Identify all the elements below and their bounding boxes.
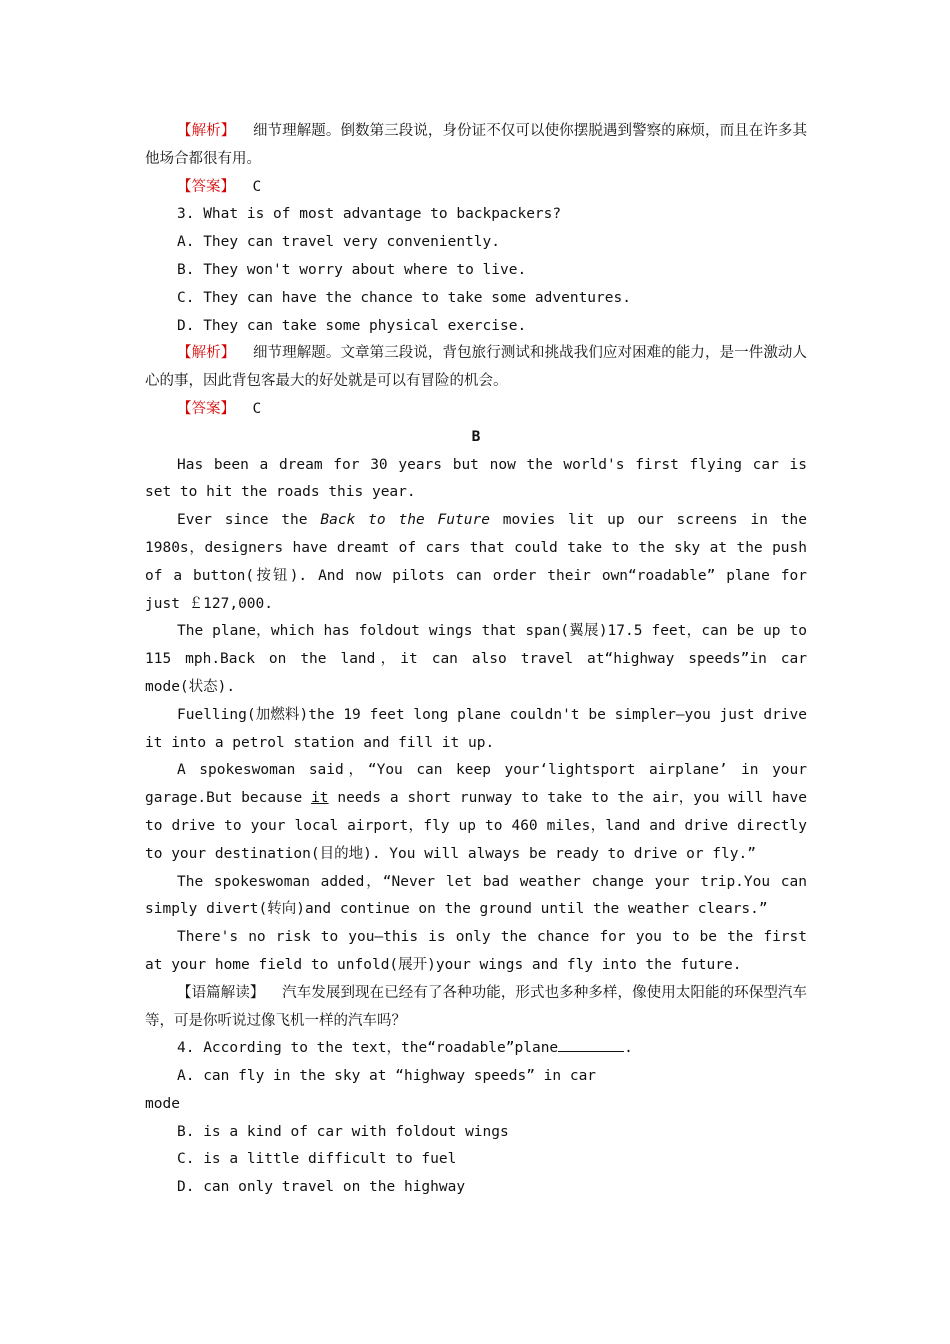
q4-option-a: A. can fly in the sky at “highway speeds” in car mode: [145, 1068, 597, 1112]
q3-option-c: C. They can have the chance to take some adventures.: [177, 289, 631, 306]
q3-option-b: B. They won't worry about where to live.: [177, 261, 527, 278]
passage-paragraph: The spokeswoman added，“Never let bad weather change your trip.You can simply divert(转向)and continue on the ground until the weather clears.”: [145, 873, 807, 918]
q4-option-d: D. can only travel on the highway: [177, 1179, 466, 1196]
analysis-tag: 【解析】: [177, 345, 236, 362]
passage-paragraph: Fuelling(加燃料)the 19 feet long plane couldn't be simpler—you just drive it into a petrol station and fill it up.: [145, 706, 807, 751]
answer-tag: 【答案】: [177, 178, 235, 195]
text-span: needs a short runway to take to the air，you will have to drive to your local airport，fly up to 460 miles，land and drive directly to your destination(目的地). You will always be ready to drive or fly.”: [145, 790, 807, 862]
answer-value: C: [252, 400, 262, 417]
document-body: [145, 118, 807, 1202]
passage-paragraph: [145, 507, 807, 618]
q4-option-c: C. is a little difficult to fuel: [177, 1151, 457, 1168]
passage-heading: B: [471, 428, 481, 445]
passage-paragraph: [145, 757, 807, 868]
reading-text: 汽车发展到现在已经有了各种功能，形式也多种多样，像使用太阳能的环保型汽车等，可是你听说过像飞机一样的汽车吗？: [145, 984, 807, 1029]
analysis-tag: 【解析】: [177, 123, 236, 139]
answer-value: C: [252, 178, 262, 195]
passage-paragraph: The plane，which has foldout wings that span(翼展)17.5 feet，can be up to 115 mph.Back on the land，it can also travel at“highway speeds”in car mode(状态).: [145, 623, 807, 695]
text-span: movies lit up our screens in the 1980s，designers have dreamt of cars that could take to the sky at the push of a button(按钮). And now pilots can order their own“roadable” plane for just ￡127,000.: [145, 512, 807, 612]
text-span: A spokeswoman said，“You can keep your‘lightsport airplane’ in your garage.But because: [145, 762, 807, 807]
text-span: Ever since the: [177, 512, 321, 529]
reading-tag: 【语篇解读】: [177, 984, 265, 1001]
analysis-text: 细节理解题。文章第三段说，背包旅行测试和挑战我们应对困难的能力，是一件激动人心的事，因此背包客最大的好处就是可以有冒险的机会。: [145, 345, 807, 390]
answer-blank: [558, 1037, 624, 1052]
q3-answer: [145, 396, 807, 424]
passage-reading-note: [145, 980, 807, 1036]
analysis-text: 细节理解题。倒数第三段说，身份证不仅可以使你摆脱遇到警察的麻烦，而且在许多其他场合都很有用。: [145, 123, 807, 167]
passage-paragraph: There's no risk to you—this is only the chance for you to be the first at your home field to unfold(展开)your wings and fly into the future.: [145, 929, 807, 973]
underlined-word: it: [311, 790, 329, 807]
question-end: .: [624, 1040, 633, 1057]
q3-question: 3. What is of most advantage to backpackers?: [177, 206, 562, 223]
q3-option-a: A. They can travel very conveniently.: [177, 234, 501, 251]
movie-title: Back to the Future: [320, 512, 490, 529]
passage-paragraph: Has been a dream for 30 years but now the world's first flying car is set to hit the roads this year.: [145, 456, 807, 501]
q3-option-d: D. They can take some physical exercise.: [177, 317, 527, 334]
answer-tag: 【答案】: [177, 400, 235, 417]
q2-analysis: [145, 118, 807, 174]
q4-option-b: B. is a kind of car with foldout wings: [177, 1123, 509, 1140]
q4-question: [145, 1035, 807, 1063]
q2-answer: [145, 174, 807, 202]
question-text: 4. According to the text，the“roadable”plane: [177, 1040, 559, 1057]
q3-analysis: [145, 340, 807, 396]
